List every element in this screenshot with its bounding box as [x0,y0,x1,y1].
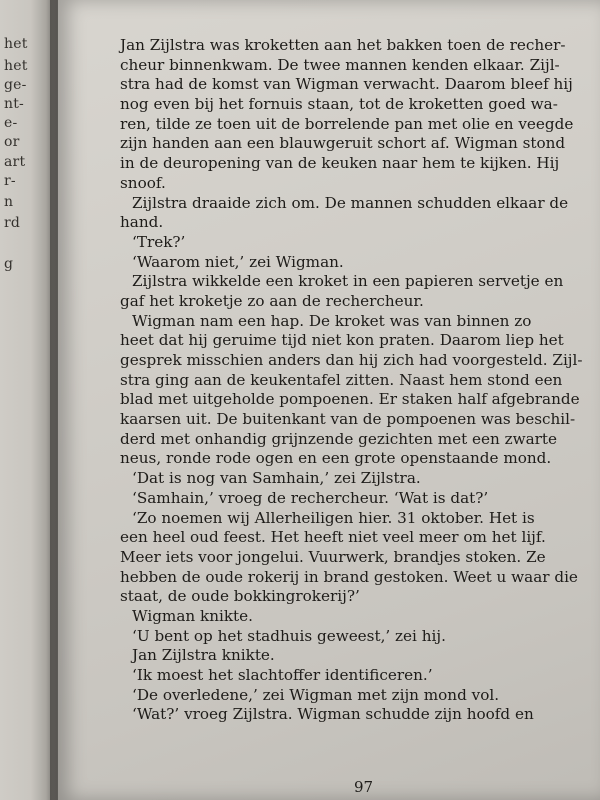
right-page [58,0,600,800]
text-line: staat, de oude bokkingrokerij?’ [120,587,360,606]
text-line: derd met onhandig grijnzende gezichten met een zwarte [120,429,558,448]
text-line: ‘U bent op het stadhuis geweest,’ zei hij. [132,626,446,645]
left-page-fragment: het [4,36,28,52]
left-page-fragment: ge- [4,77,27,93]
text-line: ‘Waarom niet,’ zei Wigman. [132,252,344,271]
left-page-fragment: nt- [4,96,24,112]
text-line: Meer iets voor jongelui. Vuurwerk, brandjes stoken. Ze [120,547,546,566]
text-line: ‘Ik moest het slachtoffer identificeren.’ [132,666,433,684]
text-line: snoof. [120,173,166,192]
left-page-fragment: g [4,256,14,272]
text-line: gesprek misschien anders dan hij zich had voorgesteld. Zijl- [120,351,583,369]
text-line: hand. [120,213,164,232]
text-line: Jan Zijlstra knikte. [132,646,275,665]
text-line: ‘Zo noemen wij Allerheiligen hier. 31 oktober. Het is [132,508,535,527]
text-line: stra ging aan de keukentafel zitten. Naast hem stond een [120,370,563,389]
text-line: gaf het kroketje zo aan de rechercheur. [120,291,424,310]
page-number: 97 [354,778,374,796]
text-line: ‘Samhain,’ vroeg de rechercheur. ‘Wat is dat?’ [132,488,489,507]
text-line: Jan Zijlstra was kroketten aan het bakken toen de recher- [120,36,566,54]
left-page-fragment: r- [4,173,16,189]
text-line: ren, tilde ze toen uit de borrelende pan met olie en veegde [120,114,574,133]
text-line: blad met uitgeholde pompoenen. Er staken half afgebrande [120,390,580,409]
text-line: Zijlstra wikkelde een kroket in een papieren servetje en [132,272,564,291]
text-line: heet dat hij geruime tijd niet kon praten. Daarom liep het [120,331,564,350]
text-line: Wigman nam een hap. De kroket was van binnen zo [132,311,532,330]
text-line: hebben de oude rokerij in brand gestoken. Weet u waar die [120,567,578,586]
left-page-fragment: or [4,134,20,150]
text-line: ‘De overledene,’ zei Wigman met zijn mond vol. [132,685,500,704]
left-page-fragment: art [4,154,26,170]
text-line: Wigman knikte. [132,606,253,625]
text-line: ‘Wat?’ vroeg Zijlstra. Wigman schudde zijn hoofd en [132,705,534,724]
text-line: ‘Trek?’ [132,232,186,251]
left-page-fragment: e- [4,115,18,131]
text-line: cheur binnenkwam. De twee mannen kenden elkaar. Zijl- [120,55,560,74]
left-page-fragment: rd [4,215,21,231]
body-text [120,36,590,725]
text-line: ‘Dat is nog van Samhain,’ zei Zijlstra. [132,469,421,488]
text-line: Zijlstra draaide zich om. De mannen schudden elkaar de [132,193,569,212]
text-line: kaarsen uit. De buitenkant van de pompoenen was beschil- [120,410,576,429]
left-page-fragment: het [4,58,28,74]
text-line: zijn handen aan een blauwgeruit schort af. Wigman stond [120,134,566,153]
text-line: stra had de komst van Wigman verwacht. Daarom bleef hij [120,75,573,94]
text-line: in de deuropening van de keuken naar hem te kijken. Hij [120,154,560,173]
text-line: nog even bij het fornuis staan, tot de kroketten goed wa- [120,95,558,114]
left-page [0,0,56,800]
text-line: neus, ronde rode ogen en een grote openstaande mond. [120,449,552,468]
text-line: een heel oud feest. Het heeft niet veel meer om het lijf. [120,528,546,547]
left-page-fragment: n [4,194,14,210]
